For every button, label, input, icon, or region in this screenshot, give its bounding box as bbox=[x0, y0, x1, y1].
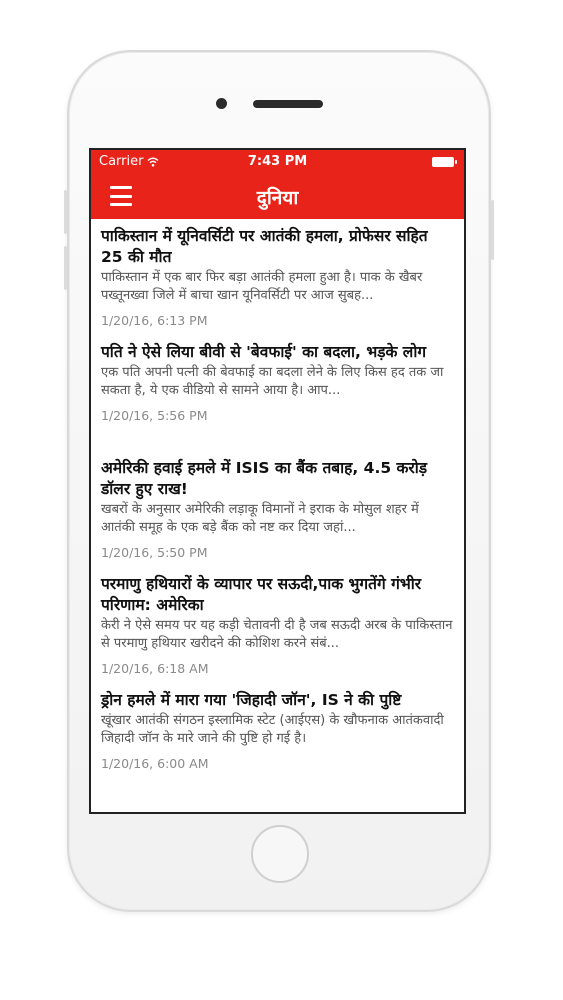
home-button[interactable] bbox=[251, 825, 309, 883]
news-timestamp: 1/20/16, 6:18 AM bbox=[101, 661, 209, 676]
news-item[interactable] bbox=[101, 451, 454, 567]
news-title: परमाणु हथियारों के व्यापार पर सऊदी,पाक भुगतेंगे गंभीर परिणाम: अमेरिका bbox=[101, 575, 422, 614]
news-title: अमेरिकी हवाई हमले में ISIS का बैंक तबाह, 4.5 करोड़ डॉलर हुए राख! bbox=[101, 459, 428, 498]
news-summary: एक पति अपनी पत्नी की बेवफाई का बदला लेने के लिए किस हद तक जा सकता है, ये एक वीडियो से सामने आया है। आप... bbox=[101, 365, 444, 398]
power-button[interactable] bbox=[491, 200, 494, 260]
page-title: दुनिया bbox=[256, 187, 299, 209]
app-screen bbox=[89, 148, 466, 814]
news-item[interactable] bbox=[101, 219, 454, 335]
volume-down-button[interactable] bbox=[64, 246, 67, 290]
carrier-label: Carrier bbox=[99, 154, 144, 169]
news-item[interactable] bbox=[101, 567, 454, 683]
battery-icon bbox=[432, 157, 454, 167]
news-title: ड्रोन हमले में मारा गया 'जिहादी जॉन', IS ने की पुष्टि bbox=[101, 691, 402, 709]
news-summary: खबरों के अनुसार अमेरिकी लड़ाकू विमानों ने इराक के मोसुल शहर में आतंकी समूह के एक बड़े बैंक को नष्ट कर दिया जहां... bbox=[101, 502, 419, 535]
news-summary: खूंखार आतंकी संगठन इस्लामिक स्टेट (आईएस) के खौफनाक आतंकवादी जिहादी जॉन के मारे जाने की पुष्टि हो गई है। bbox=[101, 713, 444, 746]
earpiece-speaker bbox=[253, 100, 323, 108]
news-timestamp: 1/20/16, 6:13 PM bbox=[101, 313, 208, 328]
news-timestamp: 1/20/16, 5:50 PM bbox=[101, 545, 208, 560]
news-timestamp: 1/20/16, 5:56 PM bbox=[101, 408, 208, 423]
news-title: पाकिस्तान में यूनिवर्सिटी पर आतंकी हमला, प्रोफेसर सहित 25 की मौत bbox=[101, 227, 428, 266]
news-item[interactable] bbox=[101, 683, 454, 799]
nav-bar bbox=[91, 174, 464, 219]
volume-up-button[interactable] bbox=[64, 190, 67, 234]
status-time: 7:43 PM bbox=[247, 154, 308, 169]
front-camera bbox=[216, 98, 227, 109]
news-timestamp: 1/20/16, 6:00 AM bbox=[101, 756, 209, 771]
news-item[interactable] bbox=[101, 335, 454, 451]
news-summary: केरी ने ऐसे समय पर यह कड़ी चेतावनी दी है जब सऊदी अरब के पाकिस्तान से परमाणु हथियार खरीदने की कोशिश करने संबं... bbox=[101, 618, 453, 651]
news-feed bbox=[91, 219, 464, 799]
news-title: पति ने ऐसे लिया बीवी से 'बेवफाई' का बदला, भड़के लोग bbox=[101, 343, 427, 361]
news-summary: पाकिस्तान में एक बार फिर बड़ा आतंकी हमला हुआ है। पाक के खैबर पख्तूनख्वा जिले में बाचा खान यूनिवर्सिटी पर आज सुबह... bbox=[101, 270, 423, 303]
status-bar bbox=[91, 150, 464, 174]
